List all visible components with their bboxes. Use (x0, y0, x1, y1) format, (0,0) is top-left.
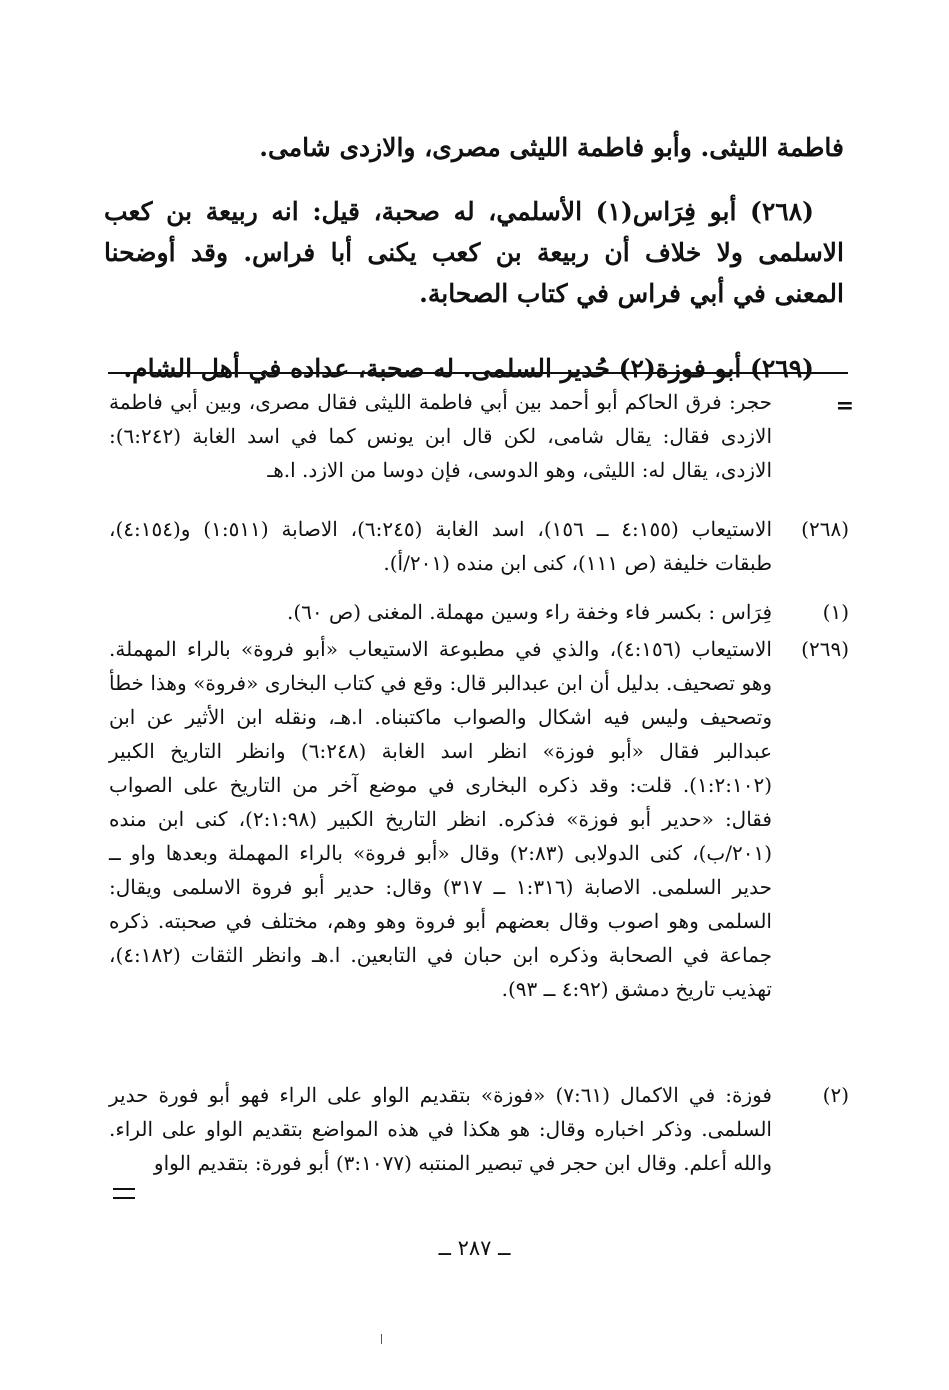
footnote-text: الاستيعاب (٤:١٥٦)، والذي في مطبوعة الاستيعاب «أبو فروة» بالراء المهملة. وهو تصحيف. بدليل أن ابن عبدالبر قال: وقع في كتاب البخارى «فروة» وهذا خطأ وتصحيف وليس فيه اشكال والصواب ماكتبناه. ا.هـ، ونقله ابن الأثير عن ابن عبدالبر فقال «أبو فوزة» انظر اسد الغابة (٦:٢٤٨) وانظر التاريخ الكبير (١:٢:١٠٢). قلت: وقد ذكره البخارى في موضع آخر من التاريخ على الصواب فقال: «حدير أبو فوزة» فذكره. انظر التاريخ الكبير (٢:١:٩٨)، كنى ابن منده (٢٠١/ب)، كنى الدولابى (٢:٨٣) وقال «أبو فروة» بالراء المهملة وبعدها واو ــ حدير السلمى. الاصابة (١:٣١٦ ــ ٣١٧) وقال: حدير أبو فروة الاسلمى ويقال: السلمى وهو اصوب وقال بعضهم أبو فروة وهو وهم، مختلف في صحبته. ذكره جماعة في الصحابة وذكره ابن حبان في التابعين. ا.هـ وانظر الثقات (٤:١٨٢)، تهذيب تاريخ دمشق (٤:٩٢ ــ ٩٣). (109, 637, 773, 1001)
footnote-label: (٢٦٩) (801, 637, 849, 661)
entry-268: (٢٦٨) أبو فِرَاس(١) الأسلمي، له صحبة، قيل: انه ربيعة بن كعب الاسلمى ولا خلاف أن ربيعة بن كعب يكنى أبا فراس. وقد أوضحنا المعنى في أبي فراس في كتاب الصحابة. (104, 197, 845, 308)
footnote-text: فِرَاس : بكسر فاء وخفة راء وسين مهملة. المغنى (ص ٦٠). (287, 600, 772, 624)
continues-mark (113, 1188, 135, 1199)
footnote-269 (109, 632, 849, 1006)
footnote-text: حجر: فرق الحاكم أبو أحمد بين أبي فاطمة الليثى فقال مصرى، وبين أبي فاطمة الازدى فقال: يقال شامى، لكن قال ابن يونس كما في اسد الغابة (٦:٢٤٢): الازدى، يقال له: الليثى، وهو الدوسى، فإن دوسا من الازد. ا.هـ (109, 390, 772, 482)
page-number: ــ ٢٨٧ ــ (438, 1236, 511, 1260)
footnote-label: (٢) (822, 1083, 849, 1107)
footnote-separator (108, 372, 848, 374)
scan-mark (381, 1334, 382, 1344)
main-paragraph-1: فاطمة الليثى. وأبو فاطمة الليثى مصرى، والازدى شامى. (259, 133, 844, 162)
entry-269: (٢٦٩) أبو فوزة(٢) حُدير السلمى. له صحبة، عداده في أهل الشام. (123, 354, 814, 383)
footnote-text: الاستيعاب (٤:١٥٥ ــ ١٥٦)، اسد الغابة (٦:٢٤٥)، الاصابة (١:٥١١) و(٤:١٥٤)، طبقات خليفة (ص ١١١)، كنى ابن منده (٢٠١/أ). (109, 517, 772, 575)
footnote-text: فوزة: في الاكمال (٧:٦١) «فوزة» بتقديم الواو على الراء فهو أبو فورة حدير السلمى. وذكر اخباره وقال: هو هكذا في هذه المواضع بتقديم الواو على الراء. والله أعلم. وقال ابن حجر في تبصير المنتبه (٣:١٠٧٧) أبو فورة: بتقديم الواو (109, 1083, 772, 1175)
footnote-268 (109, 512, 849, 580)
footnote-label: (٢٦٨) (801, 517, 849, 541)
footnote-2 (109, 1078, 849, 1180)
footnote-continuation (109, 385, 854, 487)
continuation-mark: = (835, 393, 854, 419)
footnote-1 (109, 595, 849, 629)
footnote-label: (١) (822, 600, 849, 624)
